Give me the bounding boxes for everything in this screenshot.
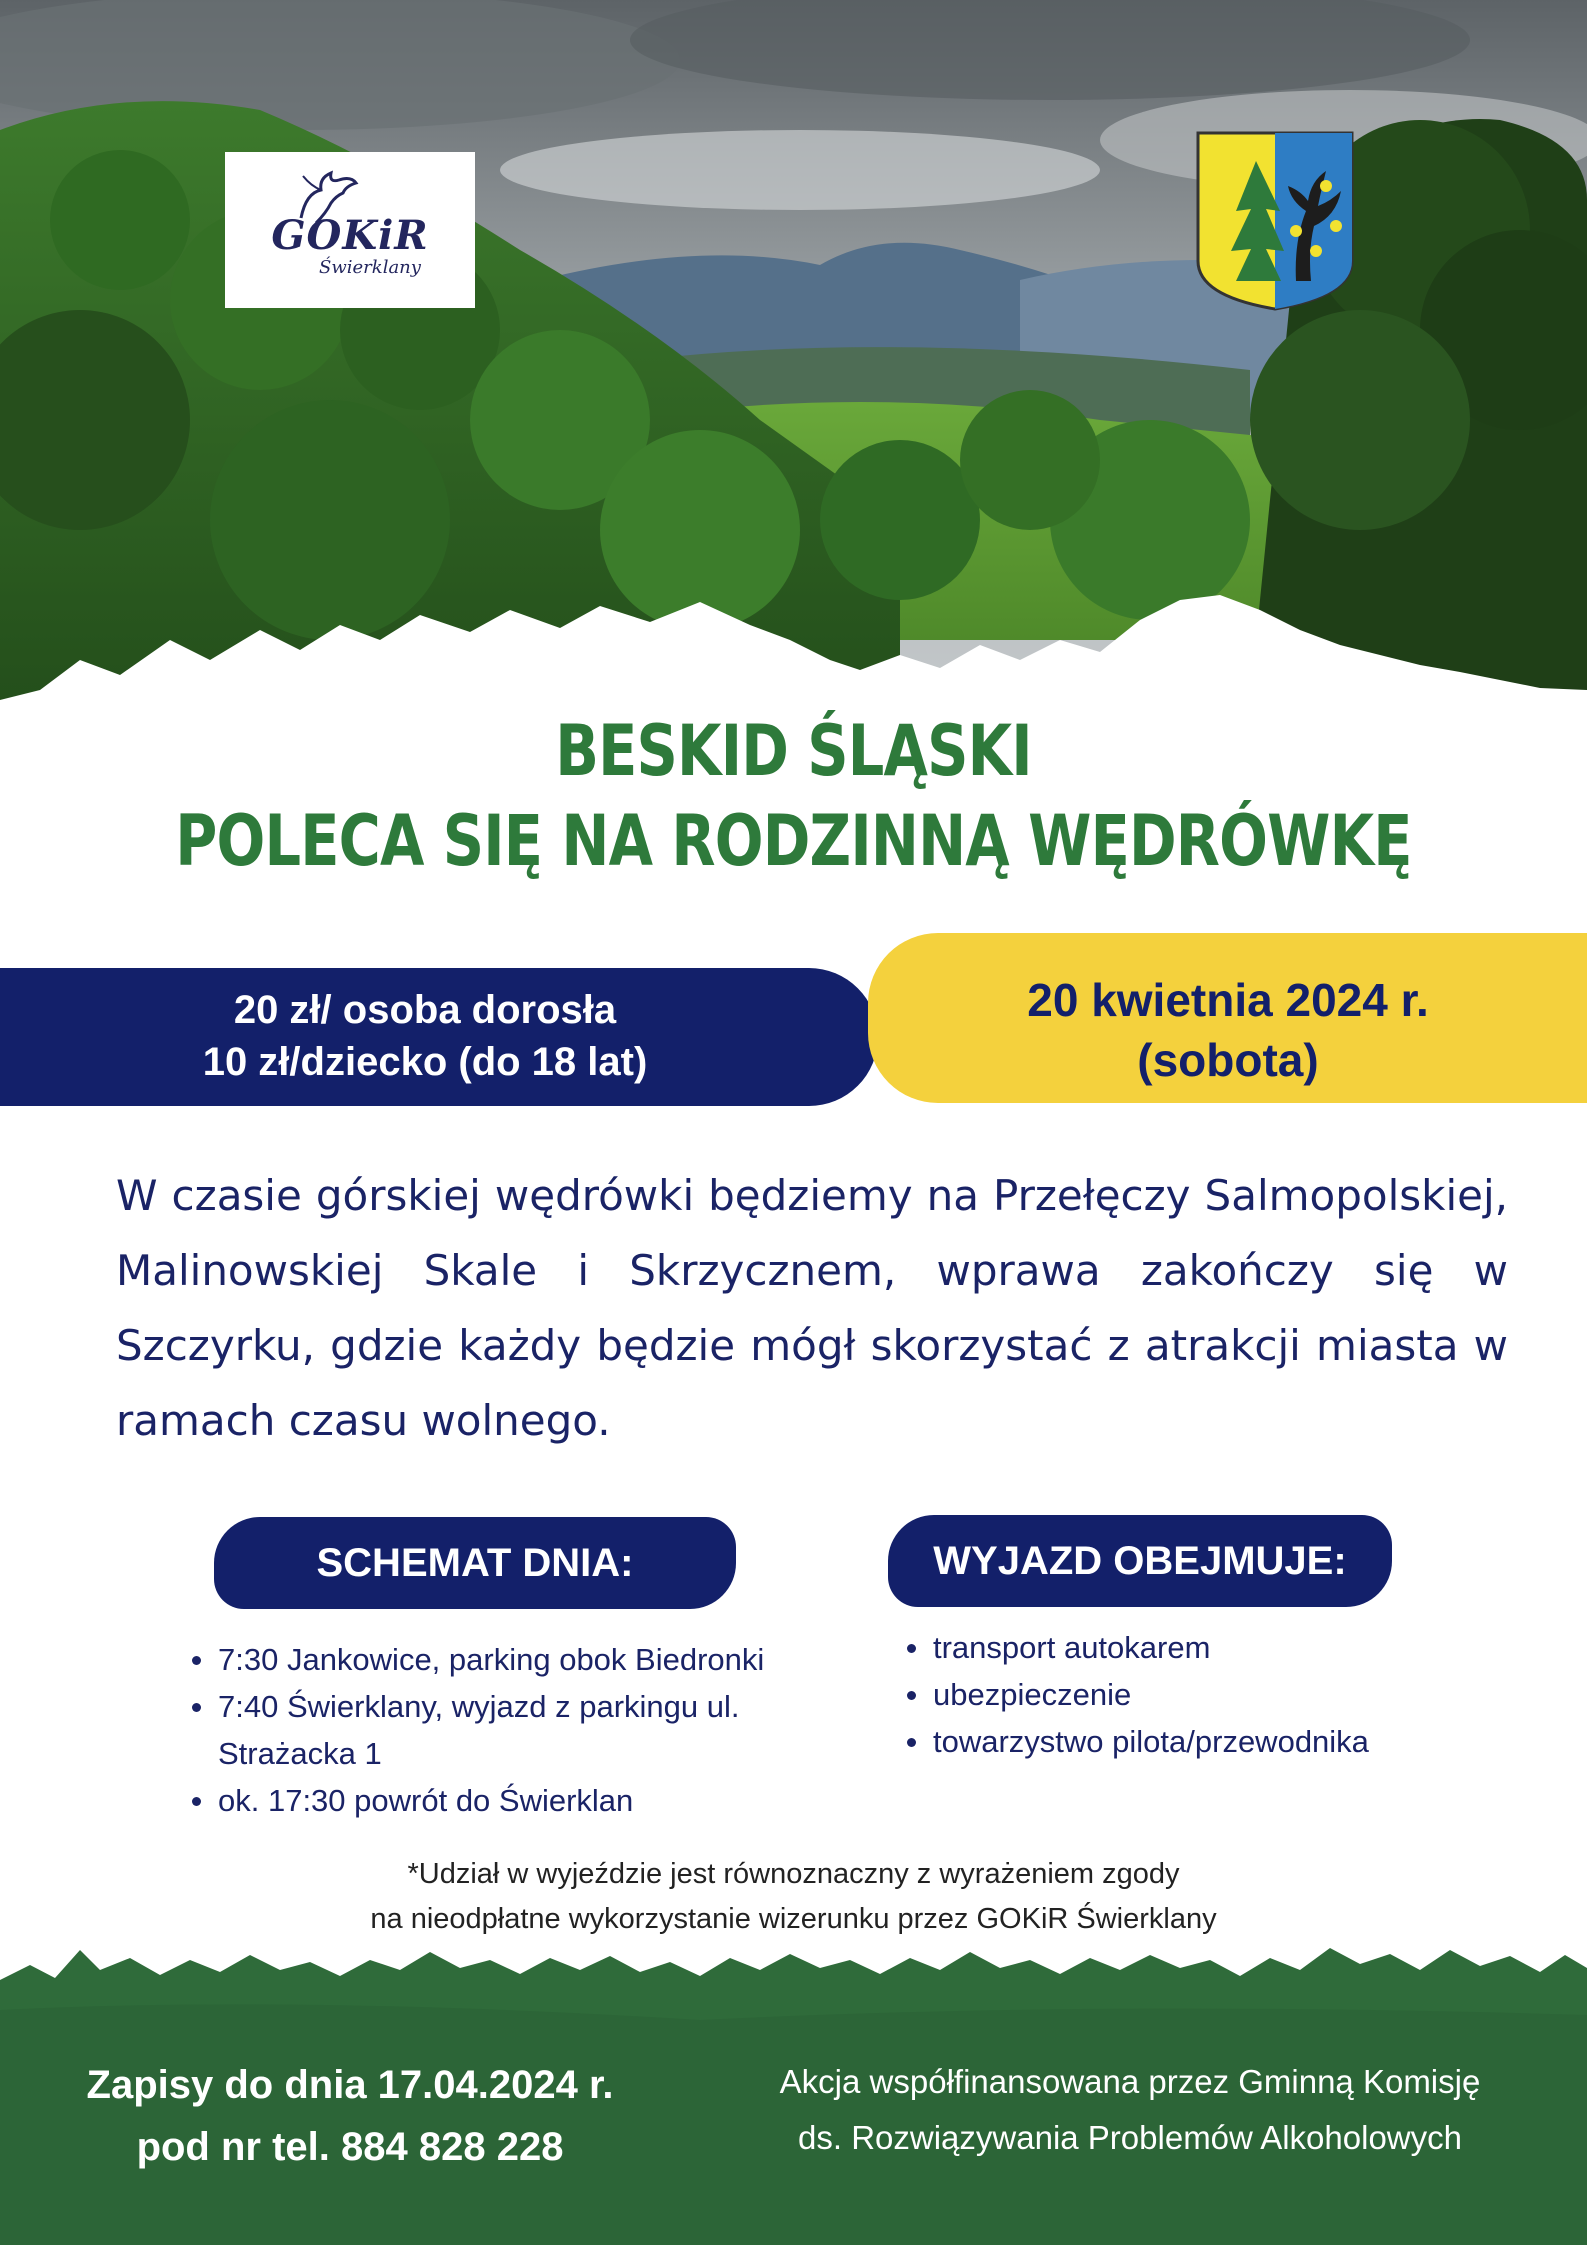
title-line-2: POLECA SIĘ NA RODZINNĄ WĘDRÓWKĘ [175, 800, 1412, 882]
consent-note-line-2: na nieodpłatne wykorzystanie wizerunku przez GOKiR Świerklany [370, 1903, 1217, 1935]
logo-name: GOKiR [271, 212, 429, 259]
pegasus-icon [291, 168, 361, 228]
includes-header: WYJAZD OBEJMUJE: [888, 1515, 1392, 1607]
logo-sub: Świerklany [319, 257, 421, 278]
funding-line-1: Akcja współfinansowana przez Gminną Komisję [779, 2063, 1481, 2100]
date-weekday: (sobota) [1137, 1034, 1319, 1086]
coat-of-arms-icon [1196, 131, 1354, 311]
list-item: transport autokarem [907, 1624, 1527, 1671]
list-item: ubezpieczenie [907, 1671, 1527, 1718]
price-adult: 20 zł/ osoba dorosła [233, 988, 617, 1032]
registration-phone: pod nr tel. 884 828 228 [136, 2125, 564, 2169]
schedule-list [192, 1636, 872, 1824]
hero-landscape-image [0, 0, 1587, 760]
gokir-logo [225, 152, 475, 308]
list-item: towarzystwo pilota/przewodnika [907, 1718, 1527, 1765]
price-child: 10 zł/dziecko (do 18 lat) [202, 1040, 648, 1084]
schedule-header: SCHEMAT DNIA: [214, 1517, 736, 1609]
includes-list [907, 1624, 1527, 1765]
price-banner [0, 968, 878, 1106]
date-text: 20 kwietnia 2024 r. [1027, 974, 1429, 1026]
list-item: 7:30 Jankowice, parking obok Biedronki [192, 1636, 872, 1683]
consent-note-line-1: *Udział w wyjeździe jest równoznaczny z wyrażeniem zgody [407, 1858, 1180, 1890]
funding-line-2: ds. Rozwiązywania Problemów Alkoholowych [798, 2119, 1462, 2156]
date-banner [868, 933, 1587, 1103]
title-line-1: BESKID ŚLĄSKI [555, 710, 1032, 792]
list-item: 7:40 Świerklany, wyjazd z parkingu ul. Strażacka 1 [192, 1683, 872, 1777]
registration-deadline: Zapisy do dnia 17.04.2024 r. [86, 2063, 614, 2107]
trip-description: W czasie górskiej wędrówki będziemy na Przełęczy Salmopolskiej, Malinowskiej Skale i Skrzycznem, wprawa zakończy się w Szczyrku, gdzie każdy będzie mógł skorzystać z atrakcji miasta w ramach czasu wolnego. [116, 1171, 1508, 1445]
list-item: ok. 17:30 powrót do Świerklan [192, 1777, 872, 1824]
